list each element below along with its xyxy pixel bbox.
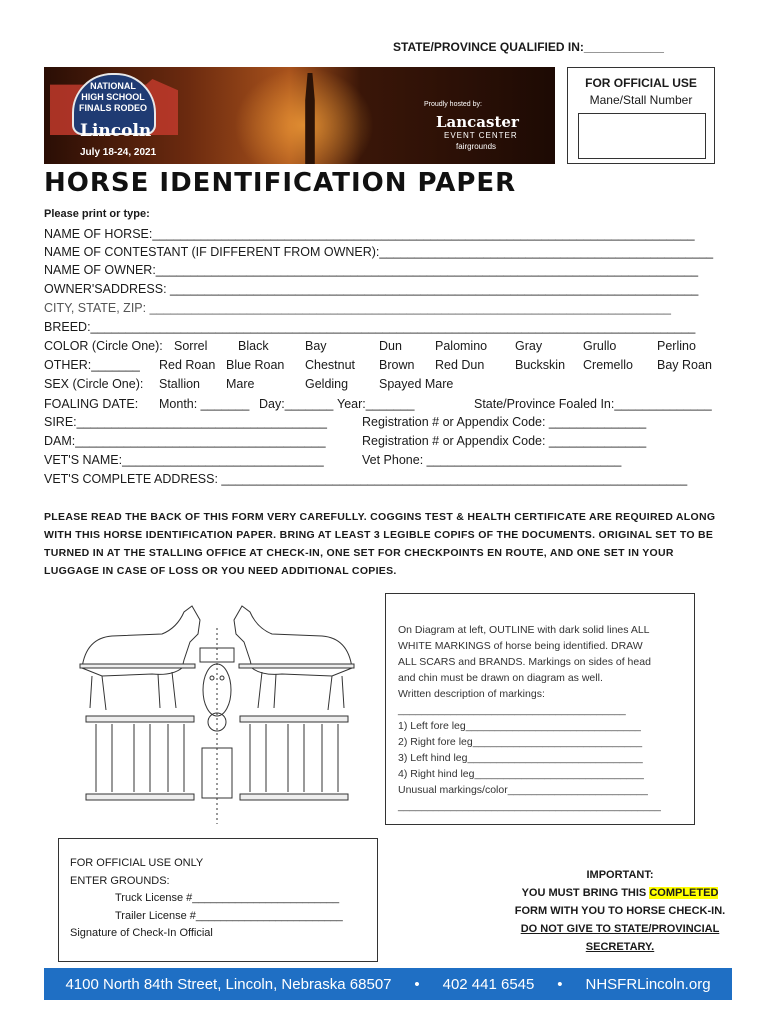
markings-description-field[interactable]: _______________________________________ [398,704,626,716]
foaling-month-field[interactable]: Month: _______ [159,397,250,411]
footer-phone: 402 441 6545 [442,975,535,993]
color-brown[interactable]: Brown [379,358,415,372]
contestant-name-field[interactable]: NAME OF CONTESTANT (IF DIFFERENT FROM OWNER):________________________________________________ [44,245,714,259]
sex-mare[interactable]: Mare [226,377,255,391]
footer-bar [44,968,732,1000]
important-notice: IMPORTANT: YOU MUST BRING THIS COMPLETED FORM WITH YOU TO HORSE CHECK-IN. DO NOT GIVE TO STATE/PROVINCIAL SECRETARY. [514,869,726,953]
banner-city: Lincoln [80,121,152,141]
color-cremello[interactable]: Cremello [583,358,634,372]
dam-field[interactable]: DAM:____________________________________ [44,434,326,448]
footer-website-link[interactable]: NHSFRLincoln.org [585,975,711,993]
color-bay[interactable]: Bay [305,339,327,353]
banner-dates: July 18-24, 2021 [80,147,157,158]
completed-highlight: COMPLETED [649,887,719,899]
left-fore-leg-field[interactable]: 1) Left fore leg______________________________ [398,720,641,732]
city-state-zip-field[interactable]: CITY, STATE, ZIP: ___________________________________________________________________________ [44,301,671,315]
event-banner [44,67,555,164]
state-qualified-field[interactable]: STATE/PROVINCE QUALIFIED IN:____________ [393,40,664,54]
host-logo-name: Lancaster [436,113,519,131]
footer-address: 4100 North 84th Street, Lincoln, Nebraska 68507 [65,975,392,993]
footer-separator-2: • [557,975,563,993]
official-use-label: Mane/Stall Number [589,93,693,107]
sex-gelding[interactable]: Gelding [305,377,349,391]
color-perlino[interactable]: Perlino [657,339,696,353]
state-foaled-field[interactable]: State/Province Foaled In:______________ [474,397,712,411]
color-dun[interactable]: Dun [379,339,402,353]
official-use-box [567,67,715,164]
right-hind-leg-field[interactable]: 4) Right hind leg_____________________________ [398,768,644,780]
entry-heading: FOR OFFICIAL USE ONLY [70,857,204,869]
official-use-heading: FOR OFFICIAL USE [585,76,697,90]
color-bay-roan[interactable]: Bay Roan [657,358,712,372]
banner-glow [234,67,374,164]
vet-phone-field[interactable]: Vet Phone: ____________________________ [362,453,622,467]
color-buckskin[interactable]: Buckskin [515,358,566,372]
sex-spayed-mare[interactable]: Spayed Mare [379,377,454,391]
stall-number-field[interactable] [578,113,706,159]
sex-stallion[interactable]: Stallion [159,377,200,391]
footer-separator: • [414,975,420,993]
foaling-day-field[interactable]: Day:_______ [259,397,334,411]
notice-paragraph: PLEASE READ THE BACK OF THIS FORM VERY CAREFULLY. COGGINS TEST & HEALTH CERTIFICATE ARE REQUIRED ALONG WITH THIS HORSE IDENTIFICATION PAPER. BRING AT LEAST 3 LEGIBLE COPIFS OF THE DOCUMENTS. ORIGINAL SET TO BE TURNED IN AT THE STALLING OFFICE AT CHECK-IN, ONE SET FOR CHECKPOINTS EN ROUTE, AND ONE SET IN YOUR LUGGAGE IN CASE OF LOSS OR YOU NEED ADDITIONAL COPIES. [44,511,716,577]
entry-grounds-label: ENTER GROUNDS: [70,874,170,887]
dam-registration-field[interactable]: Registration # or Appendix Code: ______________ [362,434,647,448]
color-blue-roan[interactable]: Blue Roan [226,358,285,372]
horse-markings-diagram[interactable] [72,598,362,824]
color-gray[interactable]: Gray [515,339,543,353]
vet-name-field[interactable]: VET'S NAME:_____________________________ [44,453,324,467]
page-title: HORSE IDENTIFICATION PAPER [44,168,517,198]
color-black[interactable]: Black [238,339,269,353]
left-hind-leg-field[interactable]: 3) Left hind leg______________________________ [398,752,643,764]
right-fore-leg-field[interactable]: 2) Right fore leg_____________________________ [398,736,643,748]
banner-hosted: Proudly hosted by: [424,101,482,108]
other-color-field[interactable]: OTHER:_______ [44,358,140,372]
horse-name-field[interactable]: NAME OF HORSE:______________________________________________________________________________ [44,227,695,241]
print-instruction: Please print or type: [44,208,150,220]
color-red-roan[interactable]: Red Roan [159,358,216,372]
unusual-markings-field-2[interactable]: _____________________________________________ [398,800,661,812]
host-logo-sub: EVENT CENTER [444,131,518,140]
nhsfr-logo-text: NATIONAL HIGH SCHOOL FINALS RODEO [78,81,147,113]
official-signature-field[interactable]: Signature of Check-In Official [70,927,213,939]
unusual-markings-field[interactable]: Unusual markings/color________________________ [398,784,648,796]
sire-field[interactable]: SIRE:____________________________________ [44,415,327,429]
color-grullo[interactable]: Grullo [583,339,617,353]
check-in-official-box [58,838,378,962]
sire-registration-field[interactable]: Registration # or Appendix Code: ______________ [362,415,647,429]
color-sorrel[interactable]: Sorrel [174,339,208,353]
markings-instructions: On Diagram at left, OUTLINE with dark solid lines ALL WHITE MARKINGS of horse being identified. DRAW ALL SCARS and BRANDS. Markings on sides of head and chin must be drawn on diagram as well. Written description of markings: _______________________________________ 1) Left fore leg______________________________ 2) Right fore leg_____________________________ 3) Left hind leg______________________________ 4) Right hind leg_____________________________ Unusual markings/color________________________ _____________________________________________ [385,593,695,825]
foaling-label: FOALING DATE: [44,397,139,411]
vet-address-field[interactable]: VET'S COMPLETE ADDRESS: ___________________________________________________________________ [44,472,688,486]
owner-address-field[interactable]: OWNER'SADDRESS: ____________________________________________________________________________ [44,282,699,296]
owner-name-field[interactable]: NAME OF OWNER:______________________________________________________________________________ [44,263,699,277]
foaling-year-field[interactable]: Year:_______ [337,397,415,411]
breed-field[interactable]: BREED:_______________________________________________________________________________________ [44,320,696,334]
trailer-license-field[interactable]: Trailer License #________________________ [115,909,343,922]
color-palomino[interactable]: Palomino [435,339,488,353]
color-chestnut[interactable]: Chestnut [305,358,356,372]
host-logo-sub2: fairgrounds [456,142,497,151]
truck-license-field[interactable]: Truck License #________________________ [115,892,340,904]
color-red-dun[interactable]: Red Dun [435,358,485,372]
